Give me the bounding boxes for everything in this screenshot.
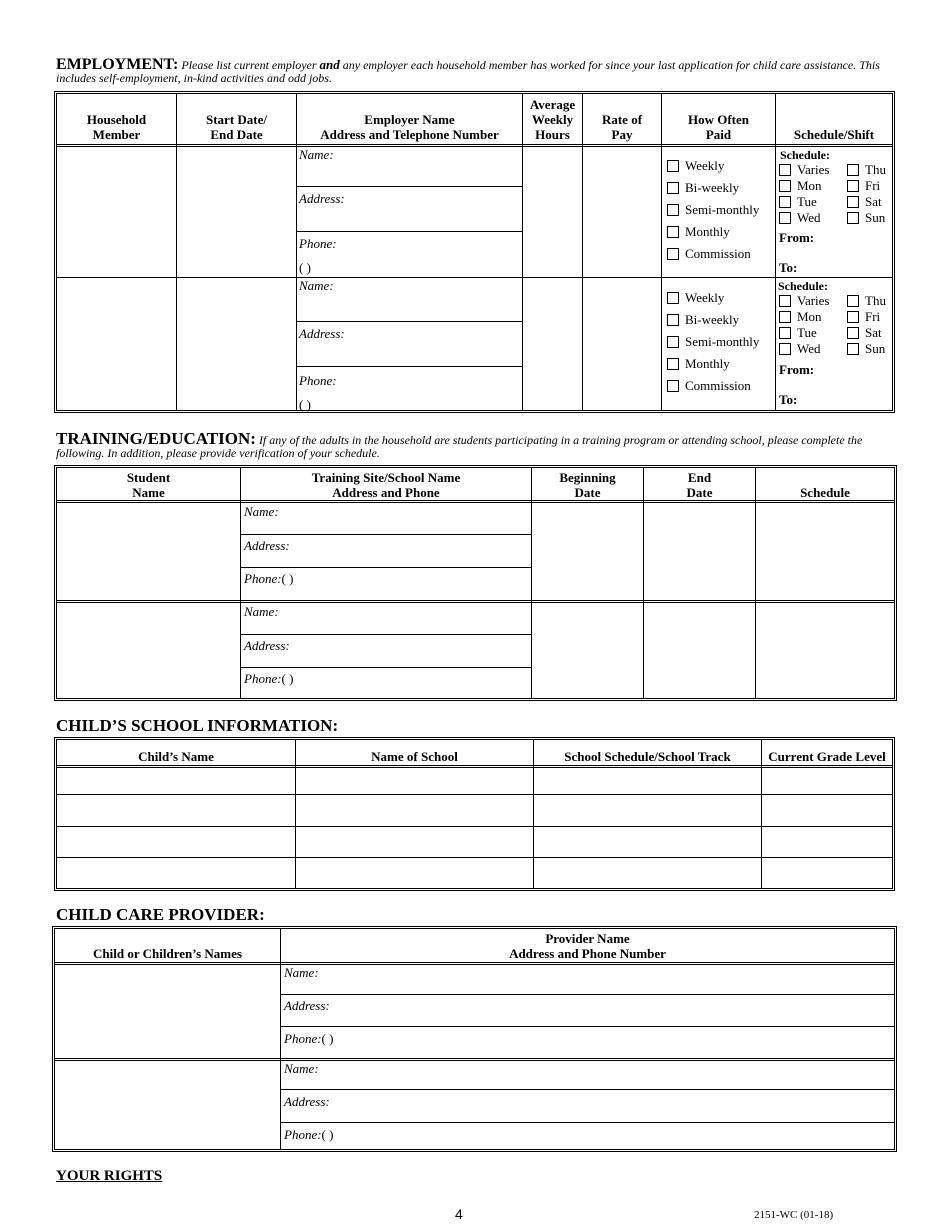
header-training-site: Training Site/School Name Address and Phone xyxy=(311,470,461,500)
checkbox[interactable] xyxy=(667,248,679,260)
employment-intro-a: Please list current employer xyxy=(181,58,317,72)
employment-intro-b: any employer each household member has worked for since your last application for child care assistance. This includes self-employment, in-kind activities and odd jobs. xyxy=(56,58,880,85)
pay-option-biweekly[interactable]: Bi-weekly xyxy=(667,312,739,328)
training-table xyxy=(54,465,897,701)
training-intro-text: If any of the adults in the household are students participating in a training program or attending school, please complete the following. In addition, please provide verification of your schedule. xyxy=(56,433,863,460)
provider-title: CHILD CARE PROVIDER: xyxy=(56,905,265,924)
training-intro xyxy=(56,429,901,460)
employment-title: EMPLOYMENT: xyxy=(56,56,179,73)
schedule-varies[interactable]: Varies xyxy=(779,293,830,309)
training-phone-label: Phone:( ) xyxy=(244,671,294,686)
schedule-wed[interactable]: Wed xyxy=(779,210,821,226)
provider-address-label: Address: xyxy=(284,998,330,1013)
employer-phone-label: Phone: xyxy=(299,236,337,251)
header-beginning-date: Beginning Date xyxy=(559,470,616,500)
pay-option-monthly[interactable]: Monthly xyxy=(667,356,730,372)
employer-phone-paren: ( ) xyxy=(299,260,311,275)
header-name-of-school: Name of School xyxy=(371,749,458,764)
schedule-sat[interactable]: Sat xyxy=(847,325,882,341)
provider-table xyxy=(52,926,897,1152)
header-end-date: End Date xyxy=(686,470,713,500)
header-start-end-date: Start Date/ End Date xyxy=(205,112,267,142)
form-code: 2151-WC (01-18) xyxy=(754,1209,834,1221)
header-schedule: Schedule xyxy=(800,485,850,500)
schedule-wed[interactable]: Wed xyxy=(779,341,821,357)
schedule-tue[interactable]: Tue xyxy=(779,194,817,210)
header-rate-of-pay: Rate of Pay xyxy=(601,112,643,142)
training-address-label: Address: xyxy=(244,638,290,653)
pay-option-biweekly[interactable]: Bi-weekly xyxy=(667,180,739,196)
header-how-often-paid: How Often Paid xyxy=(687,112,750,142)
provider-name-label: Name: xyxy=(284,965,319,980)
employer-name-label: Name: xyxy=(299,147,334,162)
header-children-names: Child or Children’s Names xyxy=(93,946,242,961)
checkbox[interactable] xyxy=(667,204,679,216)
schedule-from: From: xyxy=(779,362,815,377)
provider-phone-label: Phone:( ) xyxy=(284,1127,334,1142)
schedule-sat[interactable]: Sat xyxy=(847,194,882,210)
pay-option-weekly[interactable]: Weekly xyxy=(667,290,724,306)
training-title: TRAINING/EDUCATION: xyxy=(56,429,256,448)
training-name-label: Name: xyxy=(244,604,279,619)
checkbox[interactable] xyxy=(667,160,679,172)
provider-name-label: Name: xyxy=(284,1061,319,1076)
schedule-thu[interactable]: Thu xyxy=(847,293,886,309)
header-provider: Provider Name Address and Phone Number xyxy=(509,931,666,961)
header-weekly-hours: Average Weekly Hours xyxy=(529,97,576,142)
checkbox[interactable] xyxy=(667,182,679,194)
provider-phone-label: Phone:( ) xyxy=(284,1031,334,1046)
rights-title: YOUR RIGHTS xyxy=(56,1168,163,1184)
header-employer: Employer Name Address and Telephone Number xyxy=(320,112,499,142)
training-address-label: Address: xyxy=(244,538,290,553)
employer-address-label: Address: xyxy=(299,191,345,206)
header-student-name: Student Name xyxy=(126,470,171,500)
pay-option-monthly[interactable]: Monthly xyxy=(667,224,730,240)
pay-option-weekly[interactable]: Weekly xyxy=(667,158,724,174)
header-childs-name: Child’s Name xyxy=(138,749,214,764)
pay-option-semimonthly[interactable]: Semi-monthly xyxy=(667,202,759,218)
schedule-to: To: xyxy=(779,392,798,407)
school-title: CHILD’S SCHOOL INFORMATION: xyxy=(56,716,339,735)
header-schedule-shift: Schedule/Shift xyxy=(793,127,875,142)
schedule-fri[interactable]: Fri xyxy=(847,309,880,325)
schedule-label: Schedule: xyxy=(778,279,829,293)
schedule-thu[interactable]: Thu xyxy=(847,162,886,178)
training-name-label: Name: xyxy=(244,504,279,519)
employment-intro xyxy=(56,58,901,85)
schedule-sun[interactable]: Sun xyxy=(847,341,885,357)
header-school-schedule: School Schedule/School Track xyxy=(564,749,731,764)
header-household-member: Household Member xyxy=(86,112,147,142)
schedule-fri[interactable]: Fri xyxy=(847,178,880,194)
employment-table xyxy=(54,91,895,413)
pay-option-commission[interactable]: Commission xyxy=(667,378,751,394)
employer-phone-label: Phone: xyxy=(299,373,337,388)
employment-intro-and: and xyxy=(319,57,340,72)
schedule-to: To: xyxy=(779,260,798,275)
pay-option-semimonthly[interactable]: Semi-monthly xyxy=(667,334,759,350)
schedule-varies[interactable]: Varies xyxy=(779,162,830,178)
schedule-label: Schedule: xyxy=(780,148,831,162)
pay-option-commission[interactable]: Commission xyxy=(667,246,751,262)
schedule-from: From: xyxy=(779,230,815,245)
checkbox[interactable] xyxy=(667,226,679,238)
employer-phone-paren: ( ) xyxy=(299,397,311,412)
schedule-mon[interactable]: Mon xyxy=(779,178,822,194)
page-number: 4 xyxy=(455,1206,463,1222)
schedule-tue[interactable]: Tue xyxy=(779,325,817,341)
training-phone-label: Phone:( ) xyxy=(244,571,294,586)
provider-address-label: Address: xyxy=(284,1094,330,1109)
employer-name-label: Name: xyxy=(299,278,334,293)
school-table xyxy=(54,737,895,891)
employer-address-label: Address: xyxy=(299,326,345,341)
schedule-mon[interactable]: Mon xyxy=(779,309,822,325)
schedule-sun[interactable]: Sun xyxy=(847,210,885,226)
header-current-grade-level: Current Grade Level xyxy=(768,749,886,764)
